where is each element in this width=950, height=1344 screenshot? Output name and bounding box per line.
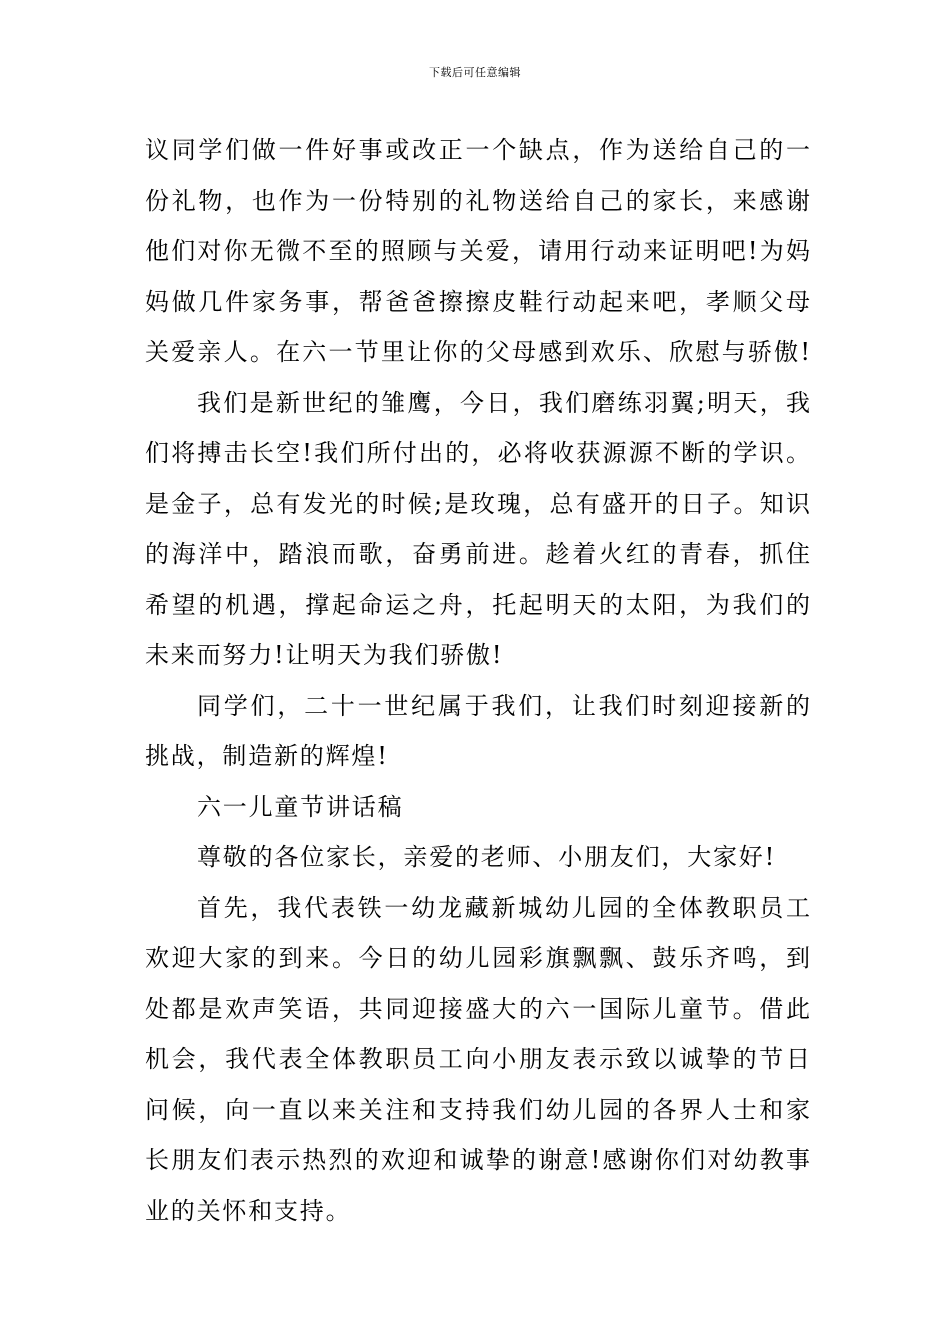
text-line: 的海洋中，踏浪而歌，奋勇前进。趁着火红的青春，抓住 xyxy=(145,540,810,568)
text-line: 欢迎大家的到来。今日的幼儿园彩旗飘飘、鼓乐齐鸣，到 xyxy=(145,944,810,972)
text-line: 份礼物，也作为一份特别的礼物送给自己的家长，来感谢 xyxy=(145,186,810,215)
text-line: 问候，向一直以来关注和支持我们幼儿园的各界人士和家 xyxy=(145,1095,810,1124)
section-heading: 六一儿童节讲话稿 xyxy=(197,792,404,821)
text-line: 们将搏击长空!我们所付出的，必将收获源源不断的学识。 xyxy=(145,439,810,467)
document-body xyxy=(145,125,810,1236)
text-line: 希望的机遇，撑起命运之舟，托起明天的太阳，为我们的 xyxy=(145,590,810,619)
text-line: 处都是欢声笑语，共同迎接盛大的六一国际儿童节。借此 xyxy=(145,994,810,1023)
text-line: 尊敬的各位家长，亲爱的老师、小朋友们，大家好! xyxy=(197,843,777,871)
text-line: 关爱亲人。在六一节里让你的父母感到欢乐、欣慰与骄傲! xyxy=(145,338,810,366)
text-line: 机会，我代表全体教职员工向小朋友表示致以诚挚的节日 xyxy=(145,1045,810,1073)
text-line: 首先，我代表铁一幼龙藏新城幼儿园的全体教职员工 xyxy=(197,893,810,922)
text-line: 长朋友们表示热烈的欢迎和诚挚的谢意!感谢你们对幼教事 xyxy=(145,1146,810,1174)
page-header: 下载后可任意编辑 xyxy=(429,66,521,79)
text-line: 他们对你无微不至的照顾与关爱，请用行动来证明吧!为妈 xyxy=(145,237,810,265)
text-line: 妈做几件家务事，帮爸爸擦擦皮鞋行动起来吧，孝顺父母 xyxy=(145,287,810,316)
text-line: 我们是新世纪的雏鹰，今日，我们磨练羽翼;明天，我 xyxy=(197,388,810,417)
text-line: 未来而努力!让明天为我们骄傲! xyxy=(145,641,504,669)
text-line: 挑战，制造新的辉煌! xyxy=(145,742,389,770)
text-line: 议同学们做一件好事或改正一个缺点，作为送给自己的一 xyxy=(145,136,810,164)
text-line: 业的关怀和支持。 xyxy=(145,1196,352,1225)
text-line: 同学们，二十一世纪属于我们，让我们时刻迎接新的 xyxy=(197,691,810,720)
text-line: 是金子，总有发光的时候;是玫瑰，总有盛开的日子。知识 xyxy=(145,489,810,518)
